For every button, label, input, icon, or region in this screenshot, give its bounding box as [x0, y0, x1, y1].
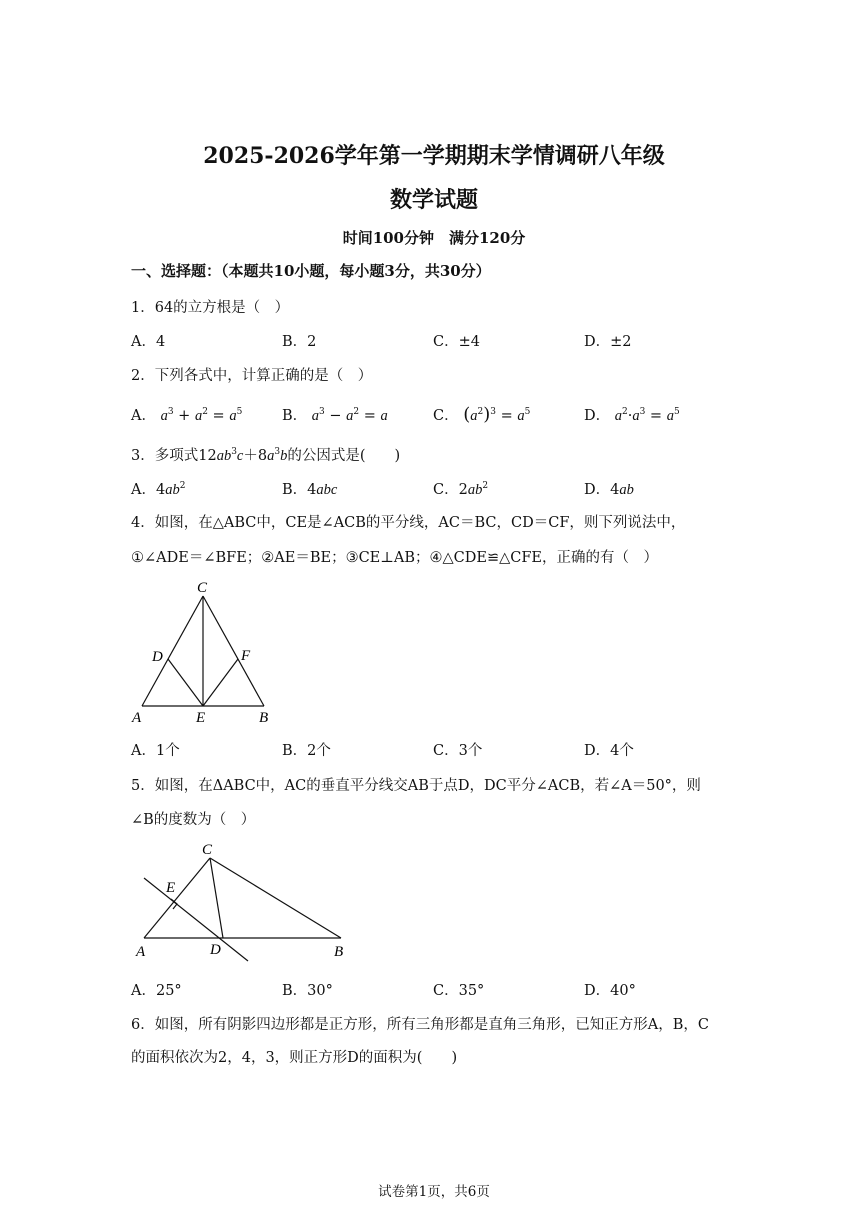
q5-segment-dc	[210, 858, 223, 938]
q4-option-c: C．3个	[433, 743, 483, 759]
question-4-stem-line2: ①∠ADE＝∠BFE；②AE＝BE；③CE⊥AB；④△CDE≌△CFE，正确的有（ ）	[131, 550, 659, 566]
q4-label-c: C	[197, 580, 208, 596]
q5-option-a: A．25°	[131, 983, 182, 999]
q2-option-d: D． $a^2\cdot a^3 = a^5$	[584, 407, 680, 424]
q3-option-c: C．$2ab^2$	[433, 481, 489, 498]
q5-option-b: B．30°	[282, 983, 333, 999]
q3-option-a: A．$4ab^2$	[131, 481, 186, 498]
q5-option-c: C．35°	[433, 983, 485, 999]
q4-label-f: F	[241, 648, 251, 664]
q4-label-d: D	[152, 649, 163, 665]
q1-option-b: B．2	[282, 334, 317, 350]
q5-label-e: E	[166, 880, 176, 896]
exam-time-info: 时间100分钟 满分120分	[342, 229, 526, 247]
section-heading: 一、选择题：（本题共10小题，每小题3分，共30分）	[131, 262, 491, 280]
question-4-stem-line1: 4．如图，在△ABC中，CE是∠ACB的平分线，AC＝BC，CD＝CF，则下列说法中，	[131, 515, 686, 531]
q4-label-b: B	[259, 710, 269, 726]
q4-option-a: A．1个	[131, 743, 180, 759]
question-5-options	[131, 979, 751, 1001]
q2-option-c: C． $(a^2)^3 = a^5$	[433, 404, 531, 425]
q1-option-c: C．±4	[433, 334, 480, 350]
q5-side-ac	[144, 858, 210, 938]
q4-side-bc	[203, 596, 264, 706]
exam-title: 2025-2026学年第一学期期末学情调研八年级	[203, 143, 665, 169]
question-3-options	[131, 478, 751, 500]
q5-label-a: A	[136, 944, 146, 960]
q4-option-d: D．4个	[584, 743, 634, 759]
q4-label-e: E	[196, 710, 206, 726]
question-6-stem-line1: 6．如图，所有阴影四边形都是正方形，所有三角形都是直角三角形，已知正方形A，B，C	[131, 1017, 709, 1033]
question-2-stem: 2．下列各式中，计算正确的是（ ）	[131, 368, 373, 384]
question-3-stem: 3．多项式$12ab^3c+8a^3b$的公因式是( )	[131, 447, 401, 464]
question-5-figure	[128, 838, 358, 968]
q5-label-d: D	[210, 942, 221, 958]
q5-label-c: C	[202, 842, 213, 858]
q5-side-bc	[210, 858, 341, 938]
exam-subject: 数学试题	[389, 187, 478, 213]
question-6-stem-line2: 的面积依次为2，4，3，则正方形D的面积为( )	[131, 1050, 458, 1066]
question-5-stem-line2: ∠B的度数为（ ）	[131, 812, 256, 828]
question-1-options	[131, 330, 751, 352]
q4-label-a: A	[132, 710, 142, 726]
q2-option-b: B． $a^3 - a^2 = a$	[282, 407, 388, 424]
question-2-options	[131, 404, 751, 426]
q5-option-d: D．40°	[584, 983, 636, 999]
q5-label-b: B	[334, 944, 344, 960]
q1-option-a: A．4	[131, 334, 166, 350]
q3-option-d: D．4ab	[584, 482, 634, 498]
page-footer: 试卷第1页，共6页	[378, 1184, 490, 1200]
q1-option-d: D．±2	[584, 334, 632, 350]
q4-option-b: B．2个	[282, 743, 331, 759]
q3-option-b: B．4abc	[282, 482, 338, 498]
question-5-stem-line1: 5．如图，在ΔABC中，AC的垂直平分线交AB于点D，DC平分∠ACB，若∠A＝50°，则	[131, 778, 701, 794]
q2-option-a: A． $a^3 + a^2 = a^5$	[131, 407, 243, 424]
question-4-options	[131, 739, 751, 761]
q4-segment-fe	[203, 659, 238, 706]
q4-segment-de	[168, 659, 203, 706]
question-4-figure	[128, 576, 288, 728]
question-1-stem: 1．64的立方根是（ ）	[131, 300, 290, 316]
